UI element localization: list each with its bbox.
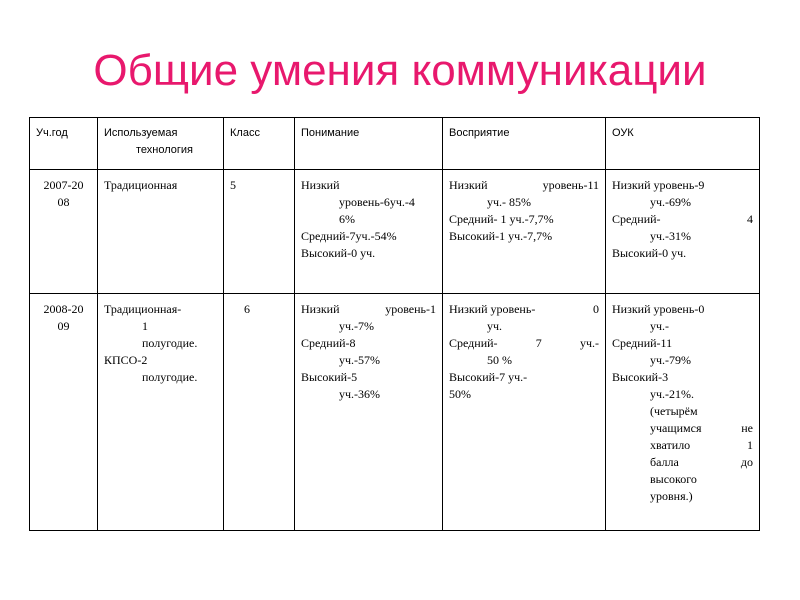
cell-perception: Низкий уровень- 0 уч. Средний- 7 уч.- 50 % Высокий-7 уч.- 50% bbox=[443, 294, 606, 531]
cell-technology: Традиционная bbox=[98, 170, 224, 294]
cell-understanding: Низкий уровень-1 уч.-7% Средний-8 уч.-57% Высокий-5 уч.-36% bbox=[295, 294, 443, 531]
cell-class: 6 bbox=[224, 294, 295, 531]
results-table bbox=[29, 117, 760, 531]
table-row bbox=[30, 170, 760, 294]
header-year: Уч.год bbox=[30, 118, 98, 170]
cell-technology: Традиционная- 1 полугодие. КПСО-2 полугодие. bbox=[98, 294, 224, 531]
cell-perception: Низкий уровень-11 уч.- 85% Средний- 1 уч.-7,7% Высокий-1 уч.-7,7% bbox=[443, 170, 606, 294]
cell-year: 2007-20 08 bbox=[30, 170, 98, 294]
header-understanding: Понимание bbox=[295, 118, 443, 170]
header-ouk: ОУК bbox=[606, 118, 760, 170]
header-class: Класс bbox=[224, 118, 295, 170]
header-technology: Используемая технология bbox=[98, 118, 224, 170]
cell-ouk: Низкий уровень-9 уч.-69% Средний- 4 уч.-31% Высокий-0 уч. bbox=[606, 170, 760, 294]
header-perception: Восприятие bbox=[443, 118, 606, 170]
cell-understanding: Низкий уровень-6уч.-4 6% Средний-7уч.-54% Высокий-0 уч. bbox=[295, 170, 443, 294]
table-row bbox=[30, 294, 760, 531]
slide-title: Общие умения коммуникации bbox=[93, 46, 707, 95]
table-header-row bbox=[30, 118, 760, 170]
cell-ouk: Низкий уровень-0 уч.- Средний-11 уч.-79% Высокий-3 уч.-21%. (четырём учащимся не хватило 1 балла до высокого уровня.) bbox=[606, 294, 760, 531]
cell-year: 2008-20 09 bbox=[30, 294, 98, 531]
cell-class: 5 bbox=[224, 170, 295, 294]
